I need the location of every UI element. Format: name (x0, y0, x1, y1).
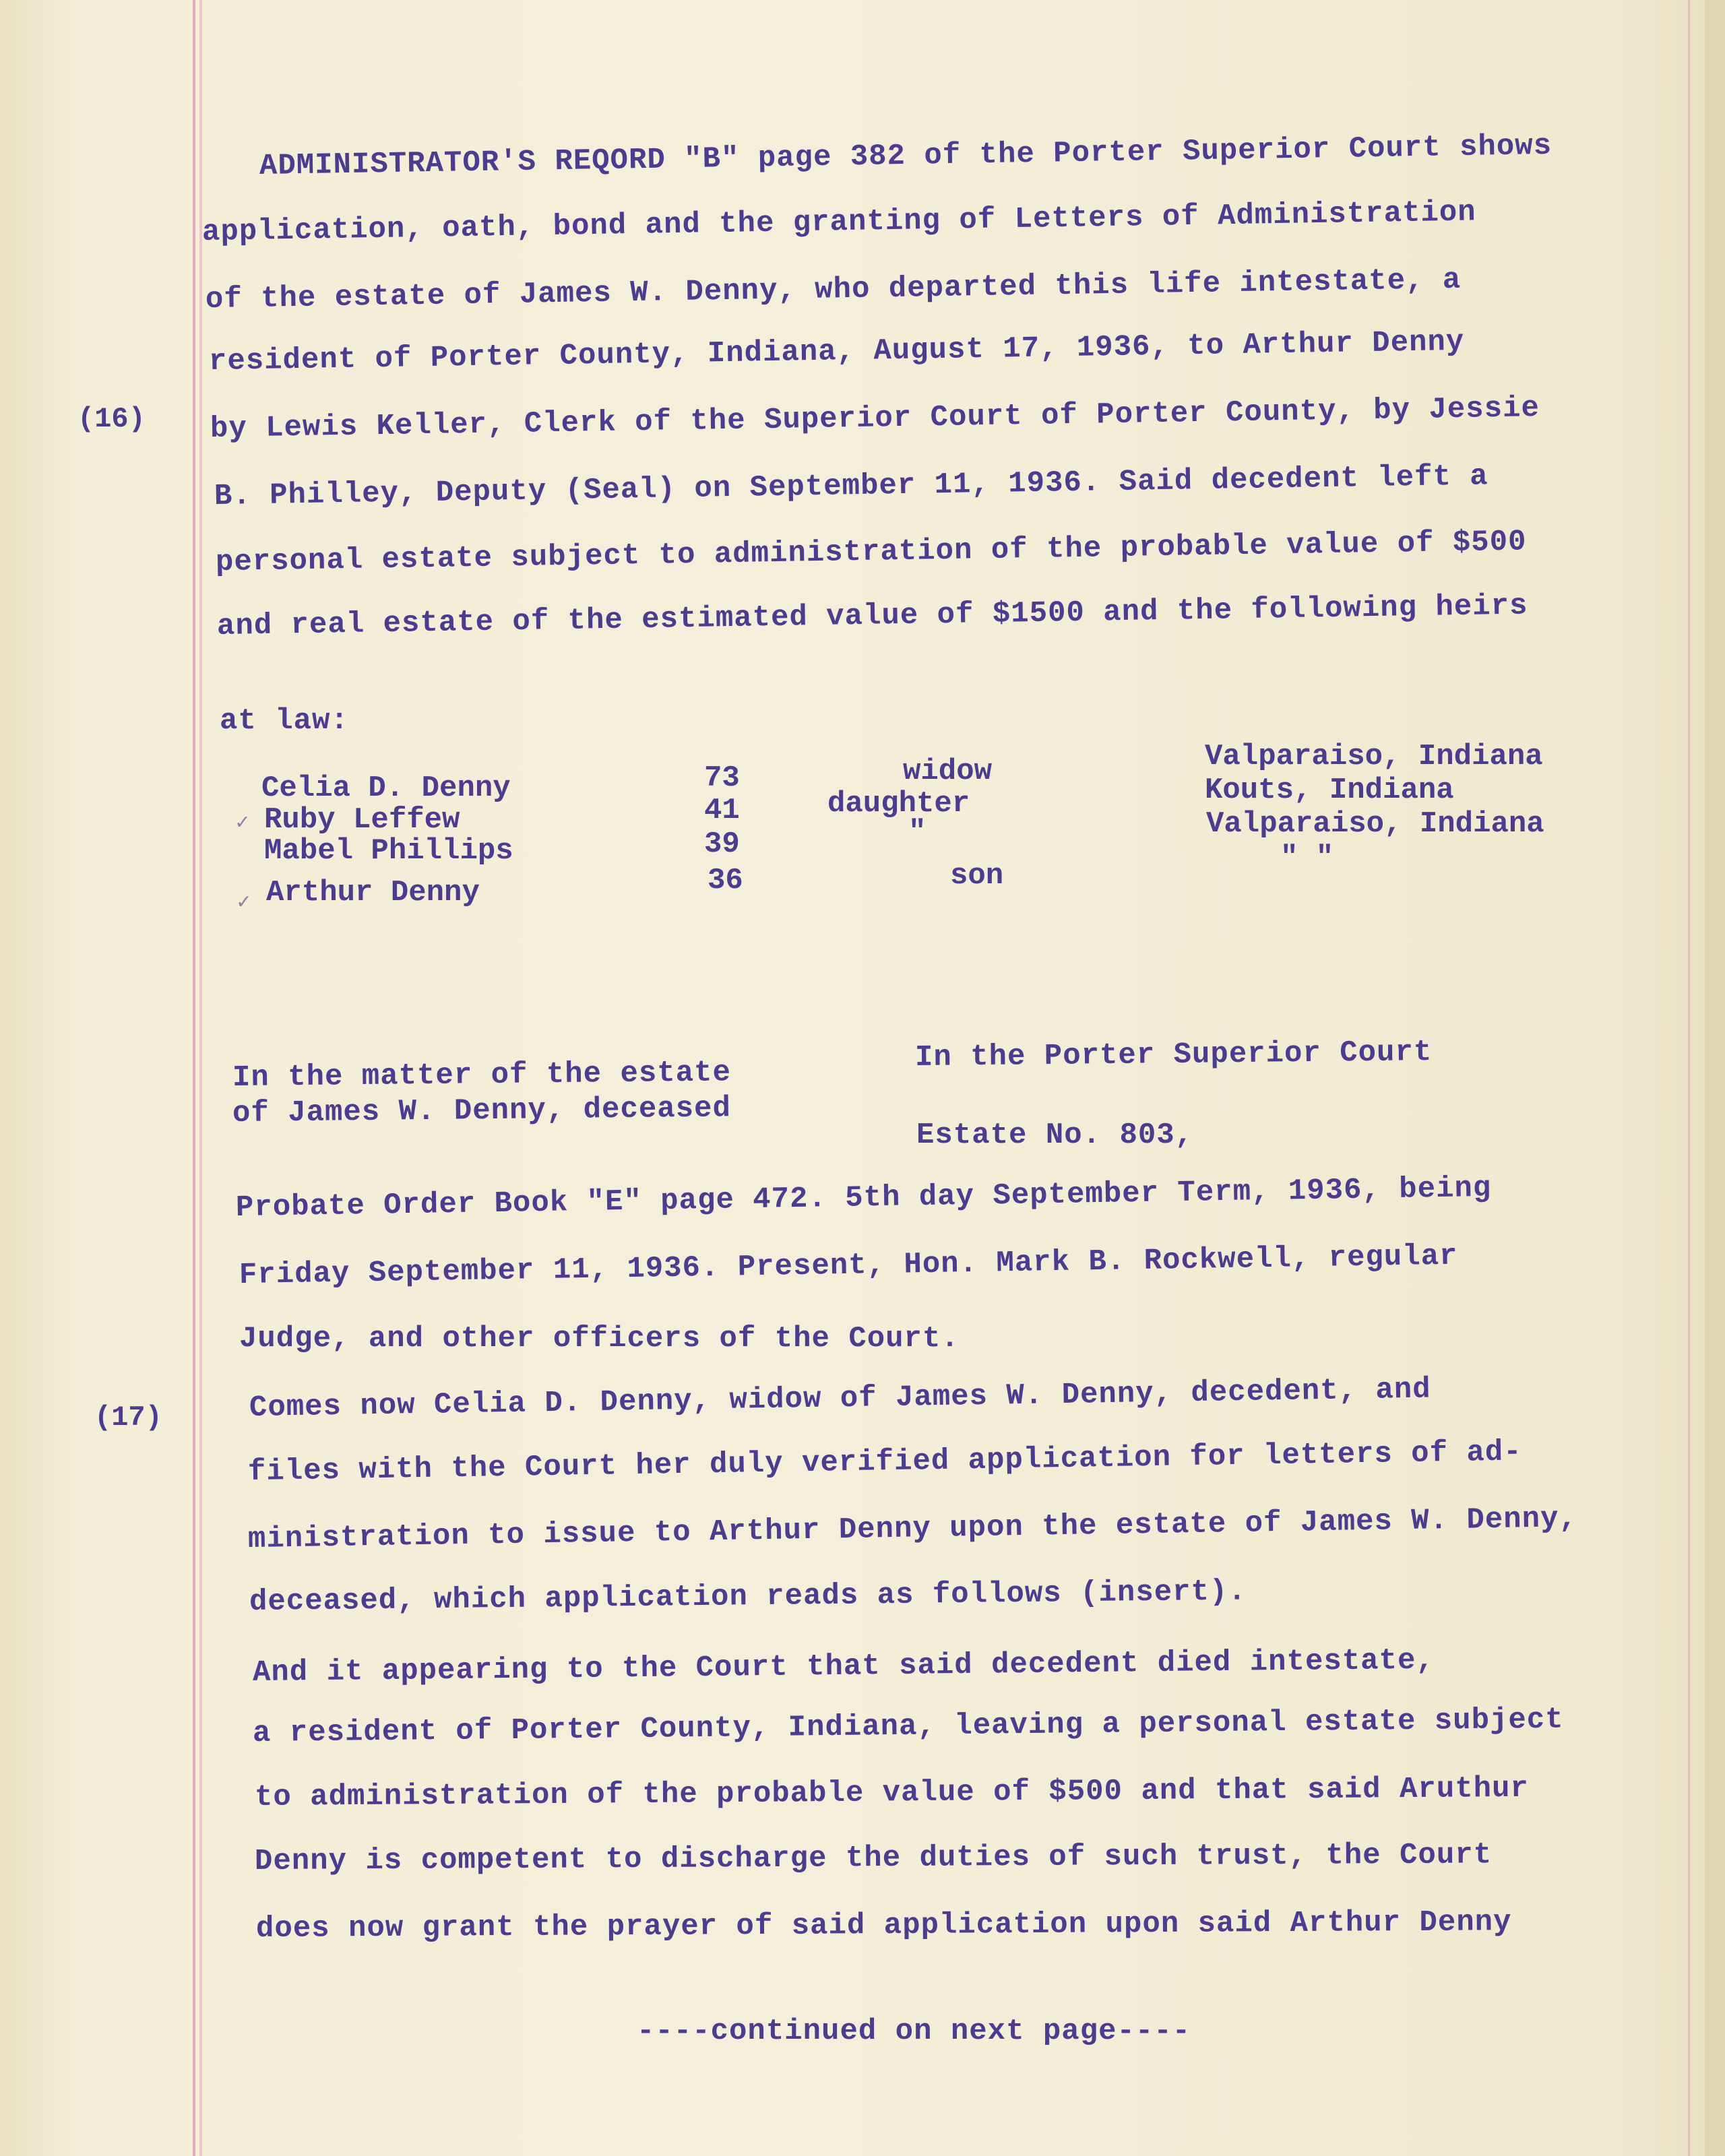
heir-name: Arthur Denny (266, 876, 480, 910)
heir-relation: " (908, 815, 927, 849)
text-line: does now grant the prayer of said application upon said Arthur Denny (255, 1905, 1512, 1946)
caption-left-line: of James W. Denny, deceased (232, 1091, 732, 1131)
heir-residence: Valparaiso, Indiana (1206, 807, 1544, 841)
heir-age: 39 (704, 827, 740, 861)
text-line: resident of Porter County, Indiana, August 17, 1936, to Arthur Denny (208, 325, 1465, 379)
heir-residence: Valparaiso, Indiana (1205, 740, 1543, 773)
continued-footer: ----continued on next page---- (637, 2015, 1191, 2048)
text-line: personal estate subject to administration of the probable value of $500 (215, 525, 1527, 579)
text-line: ADMINISTRATOR'S REQORD "B" page 382 of the Porter Superior Court shows (259, 129, 1552, 183)
caption-right-line: Estate No. 803, (916, 1118, 1194, 1152)
text-line: Probate Order Book "E" page 472. 5th day September Term, 1936, being (235, 1171, 1492, 1225)
check-mark-icon: ✓ (236, 811, 249, 835)
right-margin-rule (1688, 0, 1690, 2156)
page-edge (1705, 0, 1725, 2156)
check-mark-icon: ✓ (237, 890, 251, 915)
text-line: by Lewis Keller, Clerk of the Superior Court of Porter County, by Jessie (210, 391, 1540, 446)
heir-relation: son (950, 859, 1004, 893)
text-line: deceased, which application reads as follows (insert). (249, 1575, 1247, 1619)
margin-rule (193, 0, 195, 2156)
text-line: application, oath, bond and the granting of Letters of Administration (201, 195, 1477, 249)
margin-number-17: (17) (94, 1401, 162, 1434)
margin-rule-double (199, 0, 202, 2156)
text-line: files with the Court her duly verified application for letters of ad- (247, 1435, 1523, 1489)
heir-name: Ruby Leffew (264, 803, 460, 837)
heir-name: Mabel Phillips (264, 834, 513, 868)
text-line: ministration to issue to Arthur Denny upon the estate of James W. Denny, (247, 1502, 1578, 1556)
caption-left-line: In the matter of the estate (232, 1056, 732, 1095)
text-line: And it appearing to the Court that said decedent died intestate, (252, 1643, 1435, 1690)
caption-right-line: In the Porter Superior Court (914, 1035, 1433, 1075)
heir-relation: daughter (827, 787, 970, 821)
text-line: B. Philley, Deputy (Seal) on September 11, 1936. Said decedent left a (214, 459, 1489, 513)
text-line: Denny is competent to discharge the duties of such trust, the Court (254, 1838, 1493, 1878)
heir-age: 41 (704, 794, 740, 827)
heir-residence: " " (1280, 841, 1334, 875)
text-line: of the estate of James W. Denny, who departed this life intestate, a (205, 263, 1462, 317)
text-line: Judge, and other officers of the Court. (239, 1322, 960, 1356)
heir-age: 73 (704, 761, 740, 795)
text-line: Comes now Celia D. Denny, widow of James W. Denny, decedent, and (249, 1372, 1432, 1425)
text-line: Friday September 11, 1936. Present, Hon. Mark B. Rockwell, regular (239, 1239, 1458, 1292)
heir-relation: widow (903, 755, 993, 788)
heir-age: 36 (708, 864, 743, 897)
heir-name: Celia D. Denny (261, 771, 511, 805)
heir-residence: Kouts, Indiana (1205, 773, 1454, 807)
margin-number-16: (16) (77, 403, 146, 435)
text-line: a resident of Porter County, Indiana, leaving a personal estate subject (252, 1703, 1564, 1750)
text-line: to administration of the probable value of $500 and that said Aruthur (254, 1771, 1530, 1814)
text-line: at law: (220, 704, 349, 738)
text-line: and real estate of the estimated value of $1500 and the following heirs (216, 589, 1528, 643)
